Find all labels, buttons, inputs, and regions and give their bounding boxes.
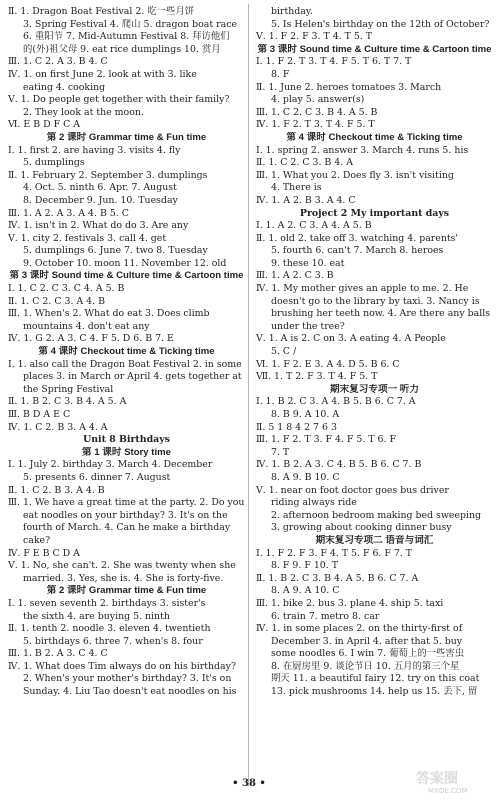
answer-line: Ⅰ. 1. first 2. are having 3. visits 4. fly (8, 144, 181, 156)
section-heading: Unit 8 Birthdays (83, 434, 170, 446)
answer-line: eating 4. cooking (23, 81, 106, 93)
section-heading: 第 2 课时 Grammar time & Fun time (46, 131, 207, 143)
answer-line: Ⅱ. 1. old 2. take off 3. watching 4. parents' (256, 232, 459, 244)
answer-line: Ⅳ. 1. A 2. B 3. A 4. C (256, 194, 356, 206)
answer-line: 5. dumplings 6. June 7. two 8. Tuesday (23, 245, 208, 257)
answer-line: Ⅳ. 1. C 2. B 3. A 4. A (8, 421, 108, 433)
answer-line: Ⅱ. 1. C 2. C 3. A 4. B (8, 295, 105, 307)
answer-line: Ⅱ. 1. February 2. September 3. dumplings (8, 169, 208, 181)
answer-line: 6. train 7. metro 8. car (271, 610, 380, 622)
answer-line: 8. December 9. Jun. 10. Tuesday (23, 194, 178, 206)
answer-line: under the tree? (271, 320, 345, 332)
answer-line: Ⅲ. 1. When's 2. What do eat 3. Does climb (8, 308, 210, 320)
answer-line: Ⅴ. 1. Do people get together with their family? (8, 94, 230, 106)
answer-line: 8. A 9. A 10. C (271, 585, 340, 597)
answer-line: Ⅲ. 1. We have a great time at the party. 2. Do you (8, 497, 245, 509)
answer-line: birthday. (271, 6, 313, 17)
watermark-title: 答案圈 (416, 771, 458, 787)
answer-line: 2. They look at the moon. (23, 106, 144, 118)
section-heading: 第 2 课时 Grammar time & Fun time (46, 585, 207, 597)
answer-line: fourth of March. 4. Can he make a birthday (23, 522, 231, 534)
answer-line: Ⅳ. 1. F 2. T 3. T 4. F 5. T (256, 119, 375, 131)
answer-line: brushing her teeth now. 4. Are there any balls (271, 308, 491, 320)
answer-line: riding always ride (271, 497, 357, 509)
answer-line: Ⅳ. 1. My mother gives an apple to me. 2. He (256, 283, 469, 295)
answer-line: Ⅱ. 5 1 8 4 2 7 6 3 (256, 421, 337, 433)
answer-line: 9. October 10. moon 11. November 12. old (23, 257, 227, 269)
answer-line: Ⅳ. F E B C D A (8, 547, 80, 559)
answer-line: 7. T (271, 446, 290, 458)
answer-line: 8. F 9. F 10. T (271, 560, 338, 572)
watermark-logo (414, 768, 492, 796)
answer-line: Ⅴ. 1. A is 2. C on 3. A eating 4. A People (256, 333, 446, 345)
answer-line: 6. 重阳节 7. Mid-Autumn Festival 8. 拜访他们 (23, 31, 230, 43)
answer-line: Ⅰ. 1. F 2. T 3. T 4. F 5. T 6. T 7. T (256, 56, 412, 68)
answer-line: Ⅴ. 1. No, she can't. 2. She was twenty when she (8, 560, 236, 572)
right-column (256, 6, 493, 699)
page-number: • 38 • (232, 778, 266, 789)
section-heading: 期末复习专项一 听力 (329, 383, 419, 395)
answer-line: Ⅳ. 1. G 2. A 3. C 4. F 5. D 6. B 7. E (8, 333, 174, 345)
answer-line: 4. There is (271, 182, 322, 194)
answer-line: 5. dumplings (23, 157, 85, 169)
answer-line: eat noodles on your birthday? 3. It's on the (23, 509, 228, 521)
left-column (8, 6, 245, 699)
answer-line: places 3. in March or April 4. gets together at (23, 371, 242, 383)
answer-line: Ⅱ. 1. June 2. heroes tomatoes 3. March (256, 81, 442, 93)
answer-line: Ⅰ. 1. spring 2. answer 3. March 4. runs 5. his (256, 144, 469, 156)
answer-line: 8. A 9. B 10. C (271, 471, 340, 483)
answer-line: Ⅴ. 1. near on foot doctor goes bus driver (256, 484, 449, 496)
answer-line: doesn't go to the library by taxi. 3. Nancy is (271, 295, 480, 307)
answer-line: Ⅲ. 1. bike 2. bus 3. plane 4. ship 5. taxi (256, 597, 444, 609)
answer-line: 2. When's your mother's birthday? 3. It's on (23, 673, 232, 685)
answer-line: Ⅳ. 1. isn't in 2. What do do 3. Are any (8, 220, 189, 232)
answer-line: Ⅳ. 1. What does Tim always do on his birthday? (8, 660, 236, 672)
answer-line: Ⅳ. 1. B 2. A 3. C 4. B 5. B 6. C 7. B (256, 459, 422, 471)
answer-line: 4. Oct. 5. ninth 6. Apr. 7. August (23, 182, 177, 194)
answer-line: 9. these 10. eat (271, 257, 345, 269)
answer-line: 8. 在厨房里 9. 谈论节日 10. 五月的第三个星 (271, 660, 460, 672)
answer-line: mountains 4. don't eat any (23, 320, 150, 332)
answer-line: 8. B 9. A 10. A (271, 409, 340, 420)
answer-line: Ⅱ. 1. B 2. C 3. B 4. A 5. B 6. C 7. A (256, 572, 419, 584)
answer-line: married. 3. Yes, she is. 4. She is forty-five. (23, 572, 224, 584)
answer-line: 13. pick mushrooms 14. help us 15. 丢下, 留 (271, 686, 478, 698)
answer-line: Ⅰ. 1. also call the Dragon Boat Festival 2. in some (8, 358, 242, 370)
answer-line: cake? (23, 534, 51, 546)
answer-line: 2. afternoon bedroom making bed sweeping (271, 509, 481, 521)
answer-line: the sixth 4. are buying 5. ninth (23, 610, 170, 622)
answer-line: 3. Spring Festival 4. 爬山 5. dragon boat race (23, 18, 237, 30)
section-heading: Project 2 My important days (299, 207, 450, 219)
column-divider (248, 4, 249, 786)
answer-line: Ⅱ. 1. C 2. C 3. B 4. A (256, 157, 353, 169)
answer-line: Ⅲ. 1. What you 2. Does fly 3. isn't visiting (256, 169, 454, 181)
answer-line: Ⅱ. 1. Dragon Boat Festival 2. 吃一些月饼 (8, 6, 195, 17)
answer-line: Ⅳ. 1. in some places 2. on the thirty-first of (256, 623, 463, 635)
answer-line: Ⅲ. 1. C 2. C 3. B 4. A 5. B (256, 106, 378, 118)
answer-line: Ⅰ. 1. B 2. C 3. A 4. B 5. B 6. C 7. A (256, 396, 416, 408)
section-heading: 第 4 课时 Checkout time & Ticking time (38, 346, 215, 358)
answer-line: Ⅲ. 1. A 2. C 3. B (256, 270, 334, 282)
answer-line: Ⅵ. 1. F 2. E 3. A 4. D 5. B 6. C (256, 358, 400, 370)
answer-line: 4. play 5. answer(s) (271, 94, 365, 106)
answer-line: 5. fourth 6. can't 7. March 8. heroes (271, 245, 444, 257)
answer-line: 3. growing about cooking dinner busy (271, 522, 452, 534)
answer-line: Ⅰ. 1. C 2. C 3. C 4. A 5. B (8, 283, 125, 295)
answer-line: Ⅴ. 1. F 2. F 3. T 4. T 5. T (256, 31, 373, 43)
answer-line: Ⅲ. B D A E C (8, 409, 71, 420)
answer-line: the Spring Festival (23, 383, 114, 395)
answer-line: Sunday. 4. Liu Tao doesn't eat noodles on his (23, 686, 237, 698)
answer-line: 期天 11. a beautiful fairy 12. try on this coat (271, 673, 480, 685)
answer-line: 5. C / (271, 346, 297, 358)
answer-line: some noodles 6. I win 7. 葡萄上的一些害虫 (271, 648, 465, 660)
answer-line: Ⅵ. E B D F C A (8, 119, 80, 131)
section-heading: 第 3 课时 Sound time & Culture time & Cartoon time (9, 270, 244, 282)
answer-line: Ⅲ. 1. F 2. T 3. F 4. F 5. T 6. F (256, 434, 396, 446)
answer-line: Ⅰ. 1. A 2. C 3. A 4. A 5. B (256, 220, 372, 232)
answer-line: Ⅶ. 1. T 2. F 3. T 4. F 5. T (256, 371, 378, 383)
section-heading: 第 1 课时 Story time (81, 446, 172, 458)
answer-line: 8. F (271, 68, 290, 80)
answer-line: Ⅲ. 1. B 2. A 3. C 4. C (8, 648, 108, 660)
answer-line: Ⅱ. 1. C 2. B 3. A 4. B (8, 484, 105, 496)
answer-line: Ⅰ. 1. seven seventh 2. birthdays 3. sister's (8, 597, 206, 609)
watermark-site: MXQE.COM (428, 787, 468, 795)
answer-line: 5. presents 6. dinner 7. August (23, 471, 171, 483)
answer-line: 5. birthdays 6. three 7. when's 8. four (23, 635, 203, 647)
answer-line: Ⅱ. 1. tenth 2. noodle 3. eleven 4. twentieth (8, 623, 211, 635)
answer-line: Ⅰ. 1. F 2. F 3. F 4. T 5. F 6. F 7. T (256, 547, 413, 559)
answer-line: December 3. in April 4. after that 5. buy (271, 635, 463, 647)
answer-line: Ⅴ. 1. city 2. festivals 3. call 4. get (8, 232, 167, 244)
answer-line: 的(外)祖父母 9. eat rice dumplings 10. 赏月 (23, 43, 221, 55)
section-heading: 第 3 课时 Sound time & Culture time & Cartoon time (257, 43, 492, 55)
section-heading: 第 4 课时 Checkout time & Ticking time (286, 131, 463, 143)
answer-line: Ⅰ. 1. July 2. birthday 3. March 4. December (8, 459, 213, 471)
answer-line: Ⅱ. 1. B 2. C 3. B 4. A 5. A (8, 396, 127, 408)
section-heading: 期末复习专项二 语音与词汇 (315, 534, 434, 546)
answer-line: Ⅲ. 1. A 2. A 3. A 4. B 5. C (8, 207, 129, 219)
answer-line: 5. Is Helen's birthday on the 12th of October? (271, 18, 490, 30)
answer-line: Ⅲ. 1. C 2. A 3. B 4. C (8, 56, 108, 68)
answer-line: Ⅳ. 1. on first June 2. look at with 3. like (8, 68, 197, 80)
